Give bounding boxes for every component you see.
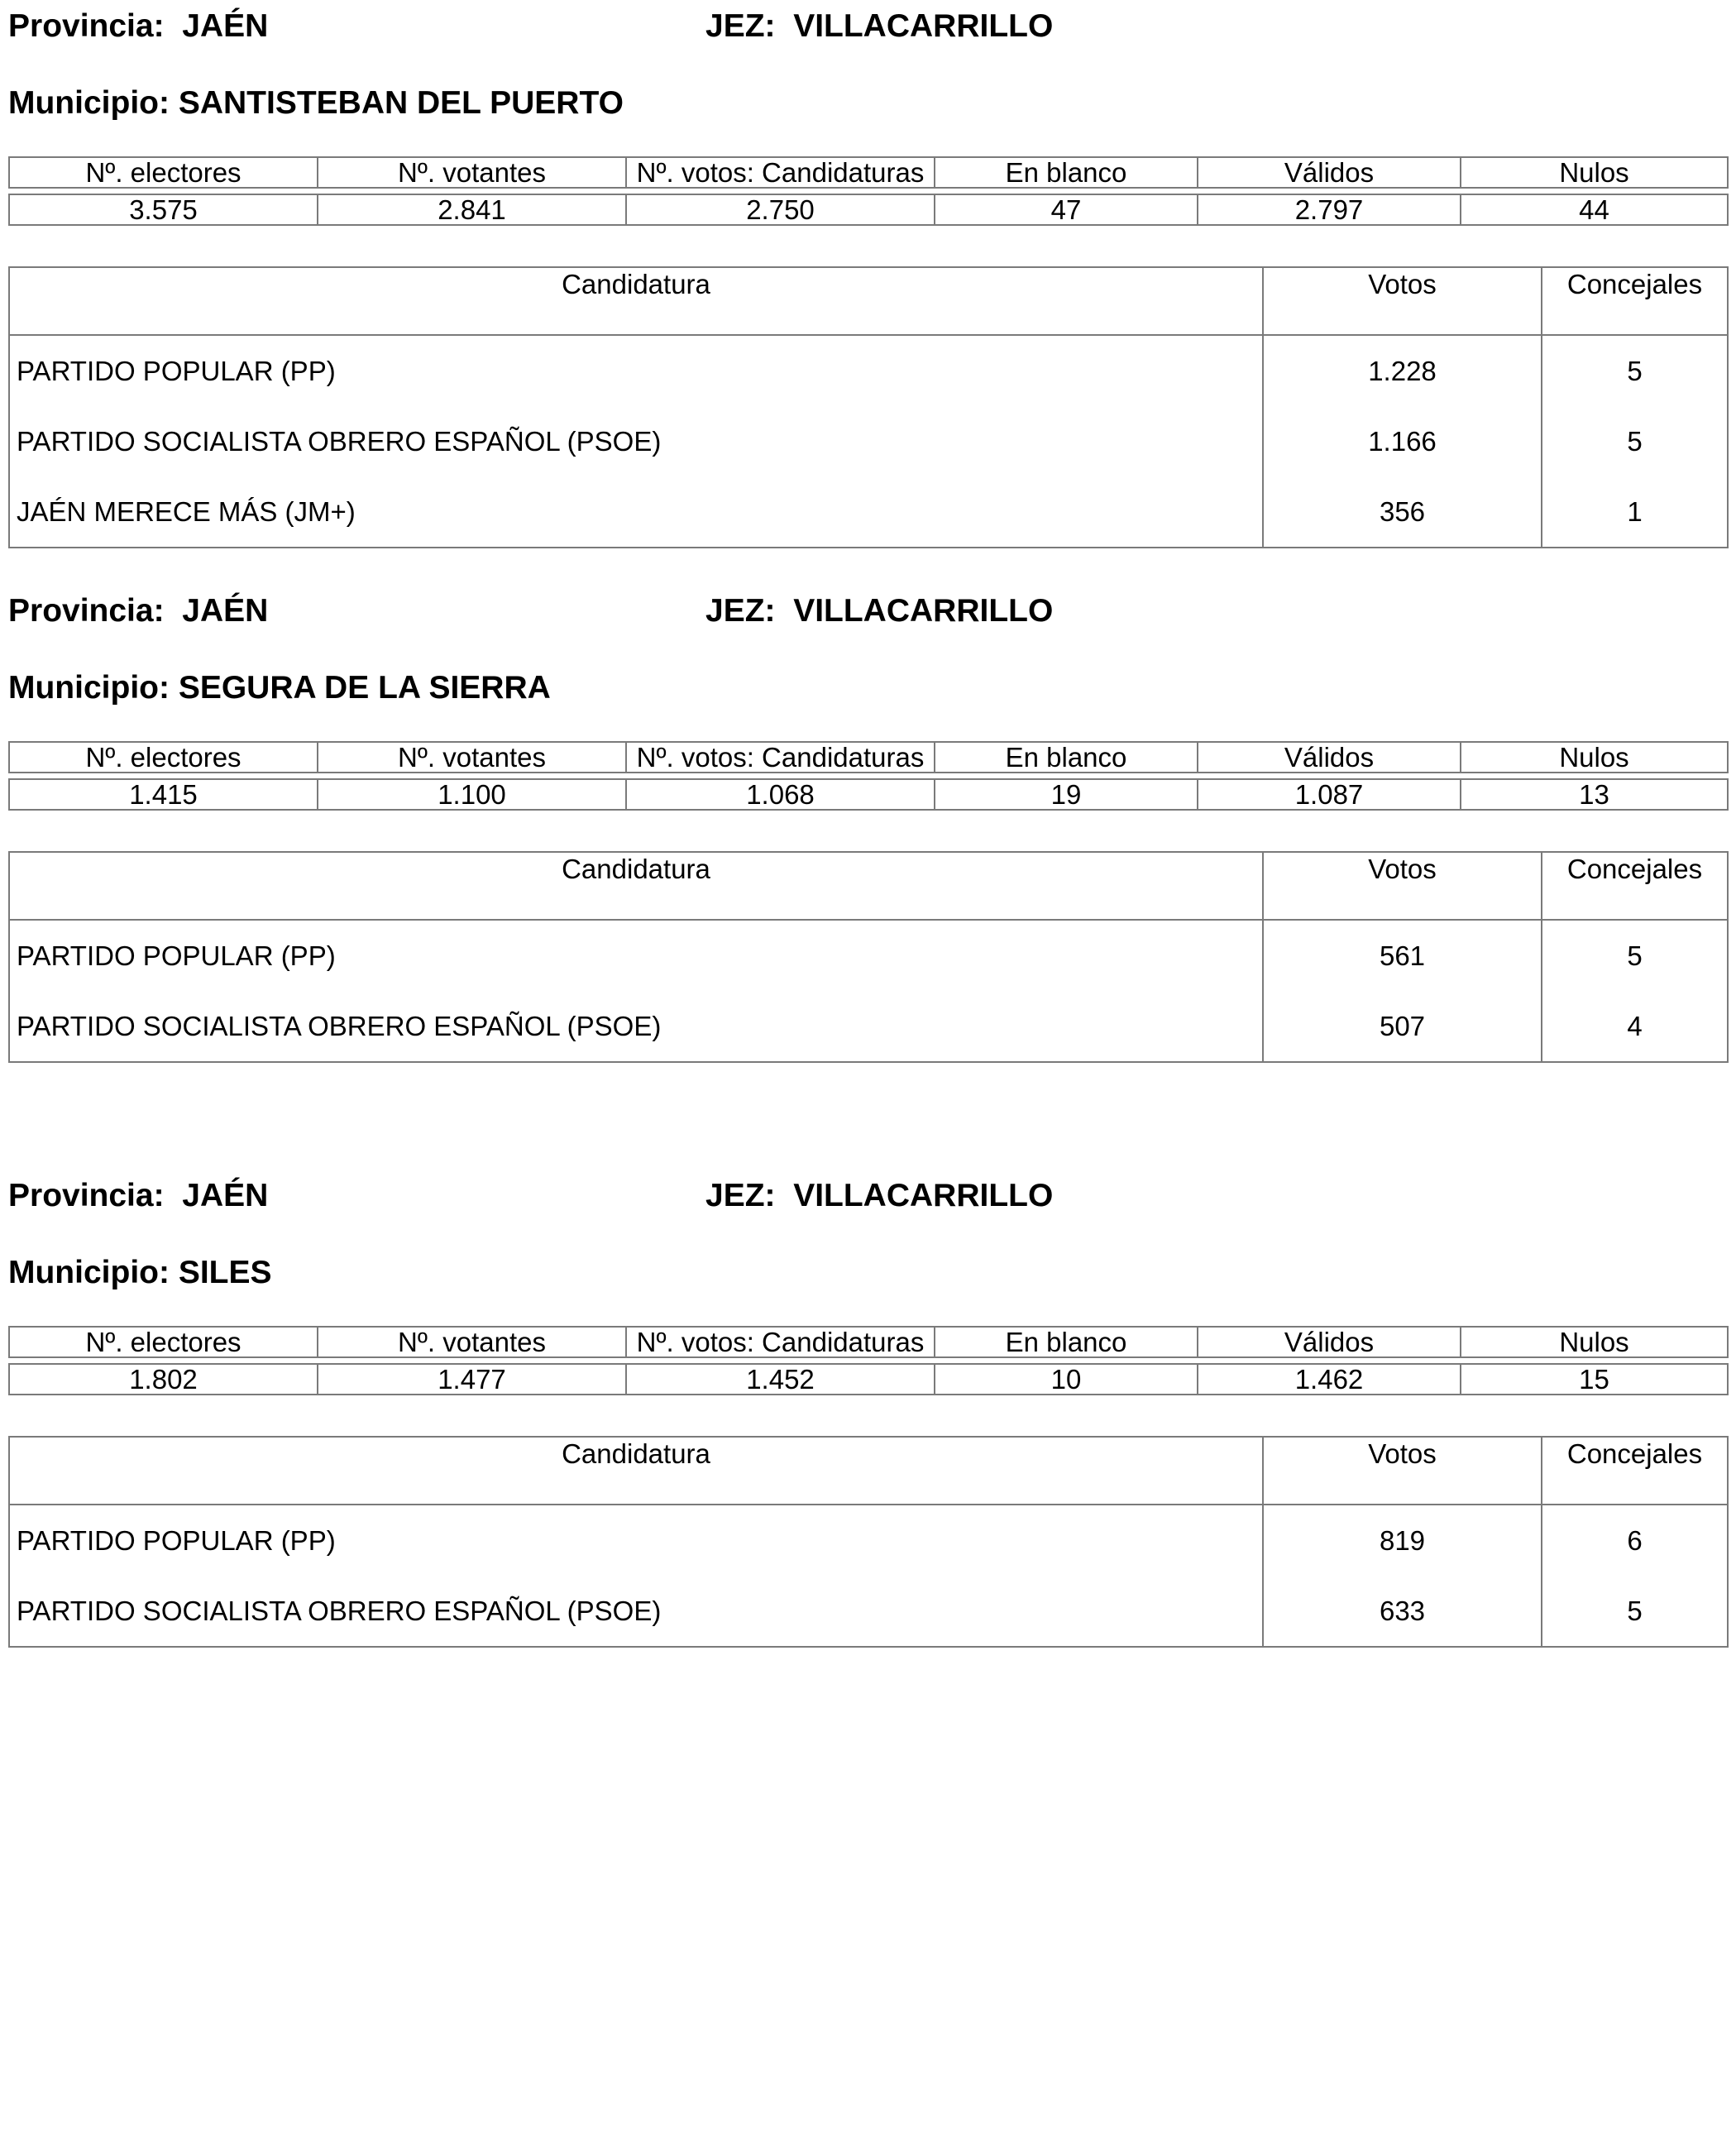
jez-value: VILLACARRILLO <box>793 1178 1054 1213</box>
municipio-value: SANTISTEBAN DEL PUERTO <box>178 85 624 121</box>
municipio-value: SEGURA DE LA SIERRA <box>178 670 551 706</box>
header-nulos: Nulos <box>1461 742 1728 773</box>
municipio-header <box>8 1252 1727 1294</box>
table-row <box>9 476 1728 548</box>
candidatura-votos: 561 <box>1263 920 1542 991</box>
stats-header-row <box>9 157 1728 188</box>
header-candidatura: Candidatura <box>9 852 1263 920</box>
candidatura-concejales: 6 <box>1542 1505 1728 1576</box>
municipio-label: Municipio: <box>8 85 170 121</box>
candidatura-name: PARTIDO SOCIALISTA OBRERO ESPAÑOL (PSOE) <box>9 406 1263 476</box>
value-nulos: 15 <box>1461 1364 1728 1395</box>
value-votantes: 2.841 <box>318 194 626 225</box>
candidaturas-table <box>8 266 1729 548</box>
value-votos-candidaturas: 1.452 <box>626 1364 935 1395</box>
value-electores: 3.575 <box>9 194 318 225</box>
header-candidatura: Candidatura <box>9 1437 1263 1505</box>
value-validos: 1.087 <box>1198 779 1461 810</box>
candidatura-concejales: 5 <box>1542 1576 1728 1647</box>
header-en-blanco: En blanco <box>935 157 1198 188</box>
provincia-header <box>8 6 1727 47</box>
candidatura-name: PARTIDO POPULAR (PP) <box>9 920 1263 991</box>
header-validos: Válidos <box>1198 742 1461 773</box>
value-nulos: 13 <box>1461 779 1728 810</box>
candidatura-votos: 1.228 <box>1263 335 1542 406</box>
header-en-blanco: En blanco <box>935 742 1198 773</box>
stats-header-row <box>9 742 1728 773</box>
provincia-value: JAÉN <box>182 8 269 44</box>
jez-value: VILLACARRILLO <box>793 8 1054 44</box>
municipio-label: Municipio: <box>8 1255 170 1290</box>
candidatura-name: PARTIDO POPULAR (PP) <box>9 335 1263 406</box>
candidatura-votos: 819 <box>1263 1505 1542 1576</box>
stats-header-row <box>9 1327 1728 1357</box>
table-row <box>9 920 1728 991</box>
header-en-blanco: En blanco <box>935 1327 1198 1357</box>
candidatura-votos: 356 <box>1263 476 1542 548</box>
value-votantes: 1.477 <box>318 1364 626 1395</box>
header-votos: Votos <box>1263 1437 1542 1505</box>
jez-label: JEZ: <box>705 593 776 629</box>
candidaturas-table <box>8 1436 1729 1648</box>
candidatura-name: PARTIDO SOCIALISTA OBRERO ESPAÑOL (PSOE) <box>9 1576 1263 1647</box>
provincia-header <box>8 591 1727 632</box>
candidatura-concejales: 5 <box>1542 920 1728 991</box>
jez-label: JEZ: <box>705 8 776 44</box>
candidatura-concejales: 4 <box>1542 991 1728 1062</box>
value-en-blanco: 19 <box>935 779 1198 810</box>
candidatura-name: PARTIDO SOCIALISTA OBRERO ESPAÑOL (PSOE) <box>9 991 1263 1062</box>
stats-value-row <box>9 1364 1728 1395</box>
stats-table <box>8 1326 1729 1395</box>
value-electores: 1.802 <box>9 1364 318 1395</box>
header-votos-candidaturas: Nº. votos: Candidaturas <box>626 157 935 188</box>
provincia-value: JAÉN <box>182 1178 269 1213</box>
candidatura-concejales: 5 <box>1542 335 1728 406</box>
jez-label: JEZ: <box>705 1178 776 1213</box>
header-concejales: Concejales <box>1542 267 1728 335</box>
value-votantes: 1.100 <box>318 779 626 810</box>
header-votantes: Nº. votantes <box>318 157 626 188</box>
header-nulos: Nulos <box>1461 157 1728 188</box>
candidatura-votos: 633 <box>1263 1576 1542 1647</box>
header-validos: Válidos <box>1198 1327 1461 1357</box>
candidatura-concejales: 1 <box>1542 476 1728 548</box>
header-votos-candidaturas: Nº. votos: Candidaturas <box>626 742 935 773</box>
candidaturas-table <box>8 851 1729 1063</box>
provincia-header <box>8 1175 1727 1217</box>
stats-value-row <box>9 194 1728 225</box>
header-votos: Votos <box>1263 267 1542 335</box>
candidatura-concejales: 5 <box>1542 406 1728 476</box>
value-electores: 1.415 <box>9 779 318 810</box>
table-row <box>9 1576 1728 1647</box>
value-en-blanco: 47 <box>935 194 1198 225</box>
header-concejales: Concejales <box>1542 852 1728 920</box>
header-electores: Nº. electores <box>9 1327 318 1357</box>
municipio-value: SILES <box>178 1255 272 1290</box>
header-votantes: Nº. votantes <box>318 742 626 773</box>
header-validos: Válidos <box>1198 157 1461 188</box>
candidatura-name: JAÉN MERECE MÁS (JM+) <box>9 476 1263 548</box>
jez-value: VILLACARRILLO <box>793 593 1054 629</box>
candidatura-name: PARTIDO POPULAR (PP) <box>9 1505 1263 1576</box>
table-row <box>9 1505 1728 1576</box>
provincia-value: JAÉN <box>182 593 269 629</box>
header-votantes: Nº. votantes <box>318 1327 626 1357</box>
value-nulos: 44 <box>1461 194 1728 225</box>
value-validos: 1.462 <box>1198 1364 1461 1395</box>
table-row <box>9 991 1728 1062</box>
stats-table <box>8 156 1729 226</box>
candidaturas-header-row <box>9 1437 1728 1505</box>
municipio-header <box>8 667 1727 709</box>
value-votos-candidaturas: 2.750 <box>626 194 935 225</box>
stats-value-row <box>9 779 1728 810</box>
value-en-blanco: 10 <box>935 1364 1198 1395</box>
provincia-label: Provincia: <box>8 1178 165 1213</box>
provincia-label: Provincia: <box>8 593 165 629</box>
header-votos-candidaturas: Nº. votos: Candidaturas <box>626 1327 935 1357</box>
table-row <box>9 406 1728 476</box>
header-votos: Votos <box>1263 852 1542 920</box>
candidatura-votos: 1.166 <box>1263 406 1542 476</box>
header-nulos: Nulos <box>1461 1327 1728 1357</box>
candidaturas-header-row <box>9 267 1728 335</box>
stats-table <box>8 741 1729 811</box>
value-votos-candidaturas: 1.068 <box>626 779 935 810</box>
provincia-label: Provincia: <box>8 8 165 44</box>
municipio-label: Municipio: <box>8 670 170 706</box>
candidaturas-header-row <box>9 852 1728 920</box>
candidatura-votos: 507 <box>1263 991 1542 1062</box>
value-validos: 2.797 <box>1198 194 1461 225</box>
header-concejales: Concejales <box>1542 1437 1728 1505</box>
header-electores: Nº. electores <box>9 157 318 188</box>
municipio-header <box>8 83 1727 124</box>
header-candidatura: Candidatura <box>9 267 1263 335</box>
table-row <box>9 335 1728 406</box>
header-electores: Nº. electores <box>9 742 318 773</box>
